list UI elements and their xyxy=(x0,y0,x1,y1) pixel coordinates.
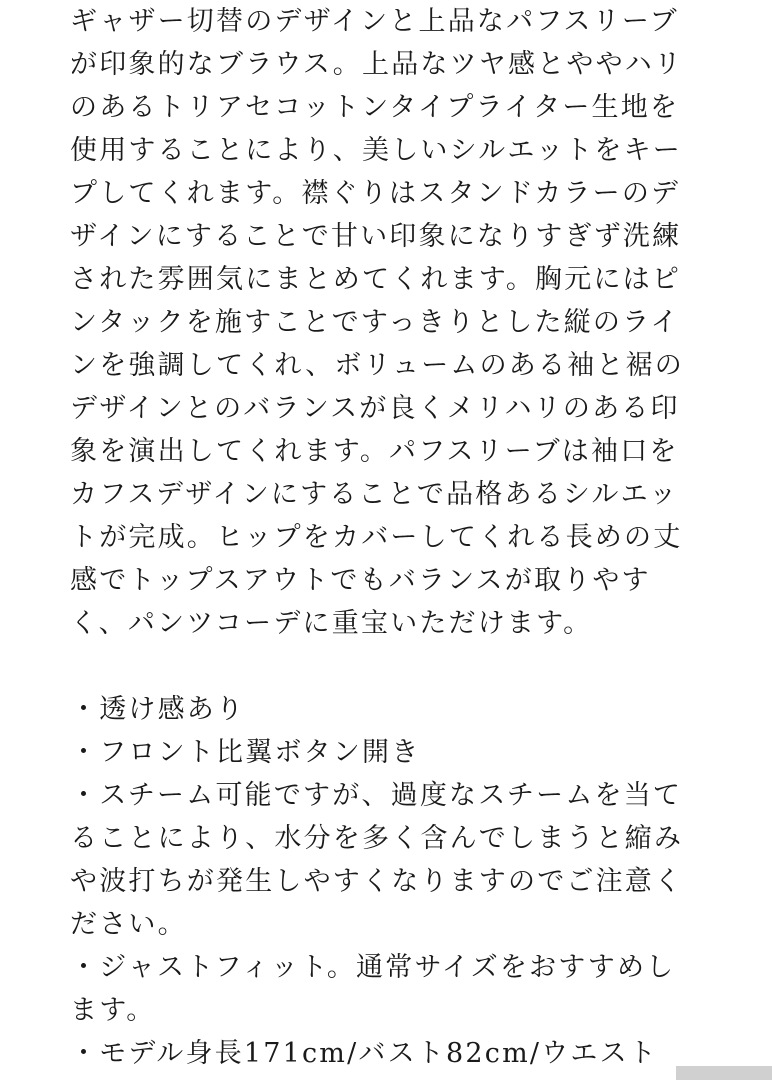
description-line: ギャザー切替のデザインと上品なパフスリーブ xyxy=(70,6,679,37)
description-line: された雰囲気にまとめてくれます。胸元にはピ xyxy=(70,264,682,295)
description-line: 使用することにより、美しいシルエットをキー xyxy=(70,135,682,166)
description-line: カフスデザインにすることで品格あるシルエッ xyxy=(70,479,679,510)
description-line: ンを強調してくれ、ボリュームのある袖と裾の xyxy=(70,350,685,381)
note-line: ・ジャストフィット。通常サイズをおすすめし xyxy=(70,952,676,983)
description-line: ンタックを施すことですっきりとした縦のライ xyxy=(70,307,680,338)
note-line: ・スチーム可能ですが、過度なスチームを当て xyxy=(70,780,683,811)
description-line: 感でトップスアウトでもバランスが取りやす xyxy=(70,565,651,596)
note-line: ・透け感あり xyxy=(70,694,246,725)
description-text-block xyxy=(70,0,710,1075)
description-line: が印象的なブラウス。上品なツヤ感とややハリ xyxy=(70,49,684,80)
note-line: ださい。 xyxy=(70,909,187,940)
description-line: ザインにすることで甘い印象になりすぎず洗練 xyxy=(70,221,682,252)
description-line: トが完成。ヒップをカバーしてくれる長めの丈 xyxy=(70,522,683,553)
note-line: ます。 xyxy=(70,995,156,1026)
note-line: ・モデル身長171cm/バスト82cm/ウエスト xyxy=(70,1038,658,1069)
note-line: ることにより、水分を多く含んでしまうと縮み xyxy=(70,823,684,854)
description-line: く、パンツコーデに重宝いただけます。 xyxy=(70,608,593,639)
scrollbar-thumb[interactable] xyxy=(676,1066,772,1080)
description-line: デザインとのバランスが良くメリハリのある印 xyxy=(70,393,680,424)
description-line: のあるトリアセコットンタイプライター生地を xyxy=(70,92,680,123)
note-line: ・フロント比翼ボタン開き xyxy=(70,737,421,768)
note-line: や波打ちが発生しやすくなりますのでご注意く xyxy=(70,866,684,897)
description-line: 象を演出してくれます。パフスリーブは袖口を xyxy=(70,436,679,467)
paragraph-gap xyxy=(70,645,710,688)
description-line: プしてくれます。襟ぐりはスタンドカラーのデ xyxy=(70,178,681,209)
